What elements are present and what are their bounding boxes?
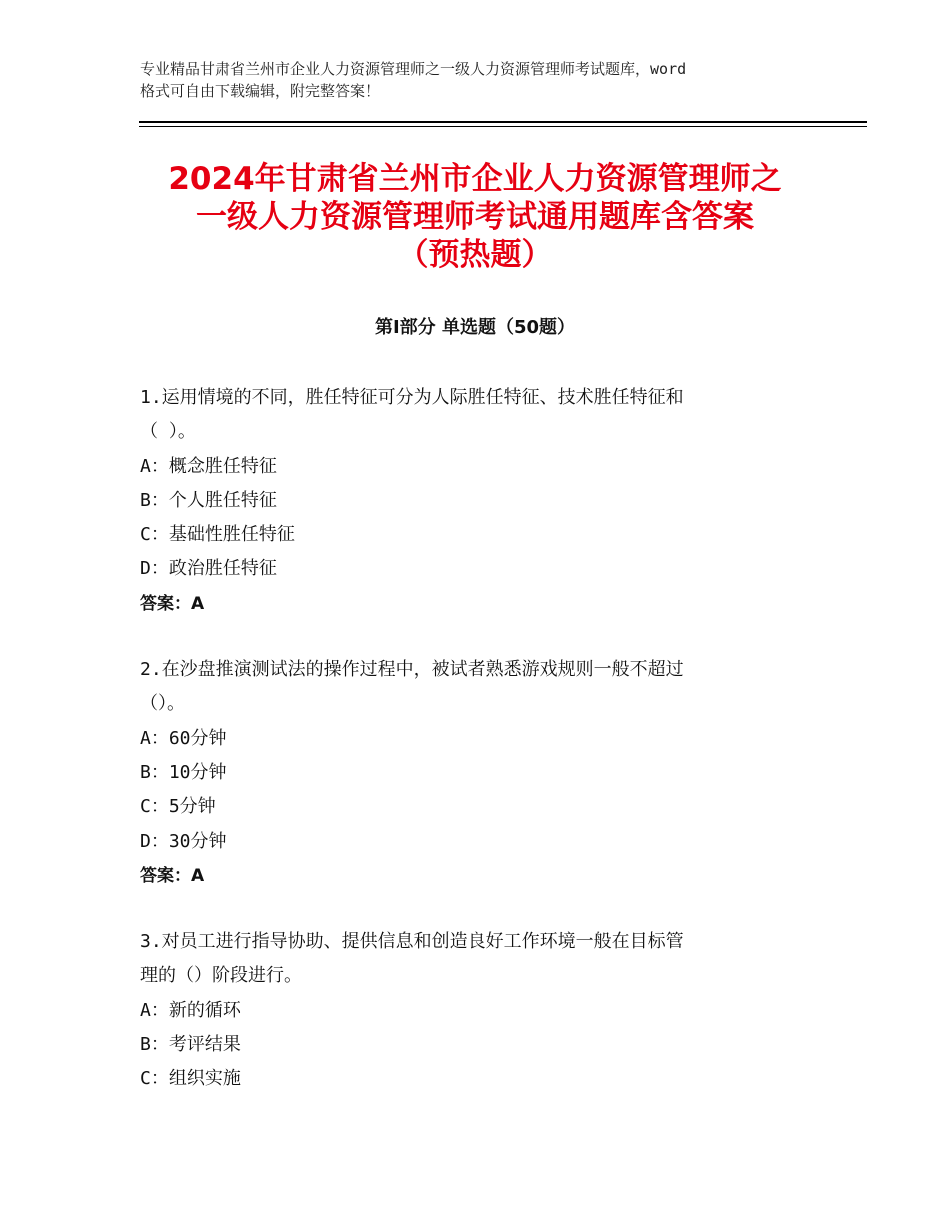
header-rule-thick	[139, 121, 867, 123]
option-c: C：组织实施	[140, 1068, 241, 1090]
question-list	[140, 381, 800, 1129]
option-b: B：个人胜任特征	[140, 489, 277, 511]
title-line1: 2024年甘肃省兰州市企业人力资源管理师之	[168, 161, 782, 197]
option-a: A：新的循环	[140, 999, 241, 1021]
question-text-cont: （ ）。	[140, 421, 196, 443]
option-b: B：10分钟	[140, 761, 227, 783]
option-b: B：考评结果	[140, 1034, 241, 1056]
header-note-line1: 专业精品甘肃省兰州市企业人力资源管理师之一级人力资源管理师考试题库，word	[140, 60, 687, 78]
page-title	[100, 160, 850, 274]
option-d: D：30分钟	[140, 830, 227, 852]
question-text: 2.在沙盘推演测试法的操作过程中，被试者熟悉游戏规则一般不超过	[140, 659, 684, 681]
header-note	[140, 58, 820, 102]
option-c: C：5分钟	[140, 796, 216, 818]
title-line2: 一级人力资源管理师考试通用题库含答案	[196, 199, 754, 235]
answer: 答案：A	[140, 865, 205, 886]
header-rule-thin	[139, 126, 867, 127]
question-text-cont: 理的（）阶段进行。	[140, 965, 302, 987]
option-c: C：基础性胜任特征	[140, 524, 295, 546]
title-line3: （预热题）	[397, 237, 553, 273]
header-note-line2: 格式可自由下载编辑，附完整答案！	[140, 82, 381, 100]
option-a: A：60分钟	[140, 727, 227, 749]
question-1	[140, 381, 800, 621]
option-a: A：概念胜任特征	[140, 455, 277, 477]
question-text: 1.运用情境的不同，胜任特征可分为人际胜任特征、技术胜任特征和	[140, 387, 684, 408]
question-3	[140, 925, 800, 1096]
question-text-cont: （）。	[140, 693, 185, 715]
answer: 答案：A	[140, 593, 205, 614]
question-2	[140, 653, 800, 893]
section-heading: 第Ⅰ部分 单选题（50题）	[374, 317, 575, 338]
option-d: D：政治胜任特征	[140, 558, 277, 580]
question-text: 3.对员工进行指导协助、提供信息和创造良好工作环境一般在目标管	[140, 931, 684, 953]
